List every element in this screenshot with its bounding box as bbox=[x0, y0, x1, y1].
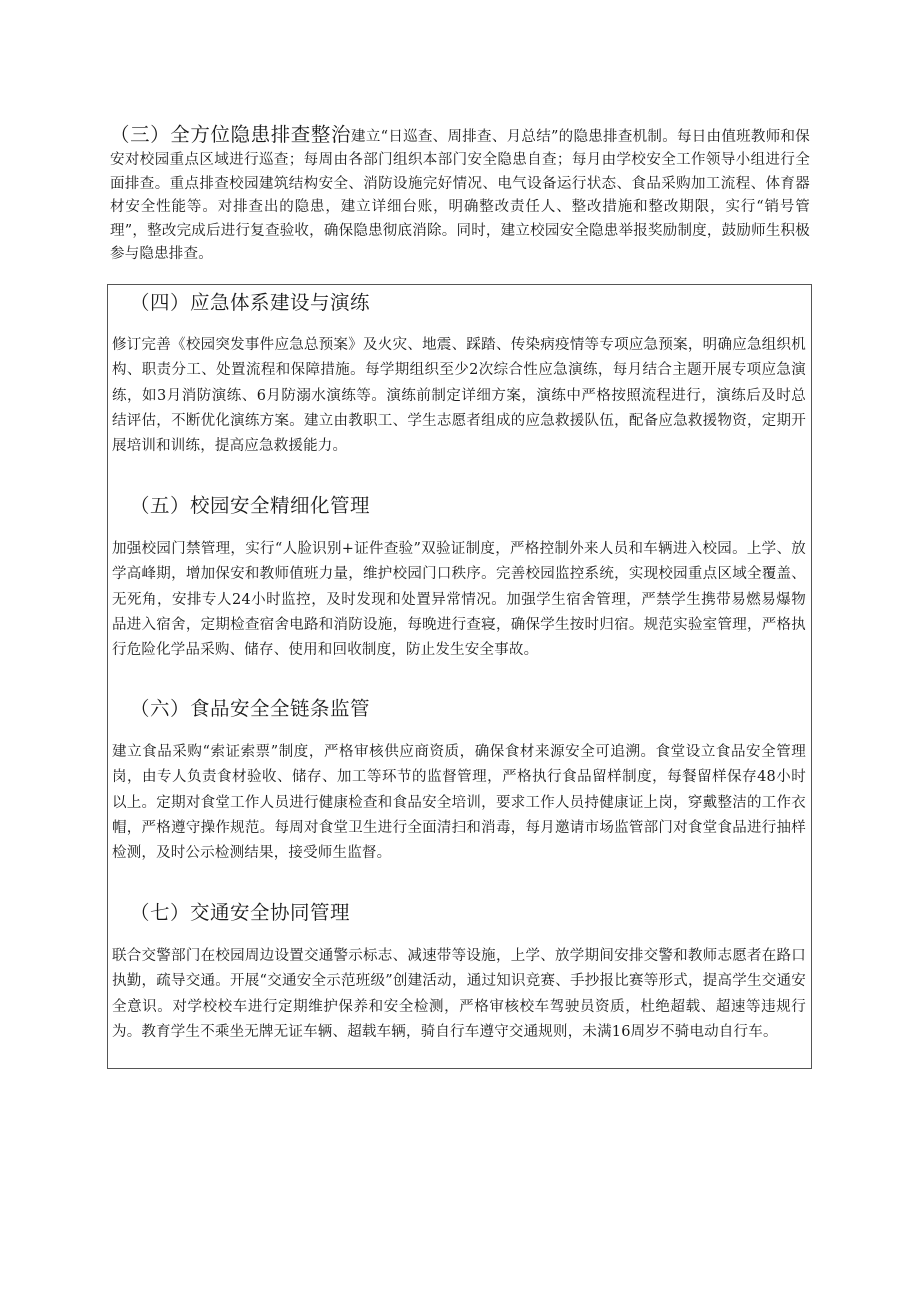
section-5-body: 加强校园门禁管理，实行“人脸识别+证件查验”双验证制度，严格控制外来人员和车辆进入校园。上学、放学高峰期，增加保安和教师值班力量，维护校园门口秩序。完善校园监控系统，实现校园重点区域全覆盖、无死角，安排专人24小时监控，及时发现和处置异常情况。加强学生宿舍管理，严禁学生携带易燃易爆物品进入宿舍，定期检查宿舍电路和消防设施，每晚进行查寝，确保学生按时归宿。规范实验室管理，严格执行危险化学品采购、储存、使用和回收制度，防止发生安全事故。 bbox=[112, 541, 806, 659]
section-5 bbox=[112, 492, 806, 663]
section-6 bbox=[112, 695, 806, 866]
section-7 bbox=[112, 899, 806, 1045]
section-7-body: 联合交警部门在校园周边设置交通警示标志、减速带等设施，上学、放学期间安排交警和教师志愿者在路口执勤，疏导交通。开展“交通安全示范班级”创建活动，通过知识竞赛、手抄报比赛等形式，提高学生交通安全意识。对学校校车进行定期维护保养和安全检测，严格审核校车驾驶员资质，杜绝超载、超速等违规行为。教育学生不乘坐无牌无证车辆、超载车辆，骑自行车遵守交通规则，未满16周岁不骑电动自行车。 bbox=[112, 948, 806, 1040]
section-4-body: 修订完善《校园突发事件应急总预案》及火灾、地震、踩踏、传染病疫情等专项应急预案，明确应急组织机构、职责分工、处置流程和保障措施。每学期组织至少2次综合性应急演练，每月结合主题开展专项应急演练，如3月消防演练、6月防溺水演练等。演练前制定详细方案，演练中严格按照流程进行，演练后及时总结评估，不断优化演练方案。建立由教职工、学生志愿者组成的应急救援队伍，配备应急救援物资，定期开展培训和训练，提高应急救援能力。 bbox=[112, 337, 806, 455]
section-3 bbox=[110, 123, 810, 266]
section-6-body: 建立食品采购“索证索票”制度，严格审核供应商资质，确保食材来源安全可追溯。食堂设立食品安全管理岗，由专人负责食材验收、储存、加工等环节的监督管理，严格执行食品留样制度，每餐留样保存48小时以上。定期对食堂工作人员进行健康检查和食品安全培训，要求工作人员持健康证上岗，穿戴整洁的工作衣帽，严格遵守操作规范。每周对食堂卫生进行全面清扫和消毒，每月邀请市场监管部门对食堂食品进行抽样检测，及时公示检测结果，接受师生监督。 bbox=[112, 744, 806, 862]
section-6-heading: （六）食品安全全链条监管 bbox=[130, 697, 371, 720]
section-4 bbox=[112, 289, 806, 459]
section-3-heading: （三）全方位隐患排查整治 bbox=[110, 123, 352, 146]
bordered-content-box bbox=[107, 284, 812, 1069]
section-4-heading: （四）应急体系建设与演练 bbox=[130, 291, 371, 314]
section-7-heading: （七）交通安全协同管理 bbox=[130, 901, 351, 924]
section-5-heading: （五）校园安全精细化管理 bbox=[130, 494, 371, 517]
section-3-paragraph bbox=[110, 123, 810, 266]
section-3-body: 建立“日巡查、周排查、月总结”的隐患排查机制。每日由值班教师和保安对校园重点区域进行巡查；每周由各部门组织本部门安全隐患自查；每月由学校安全工作领导小组进行全面排查。重点排查校园建筑结构安全、消防设施完好情况、电气设备运行状态、食品采购加工流程、体育器材安全性能等。对排查出的隐患，建立详细台账，明确整改责任人、整改措施和整改期限，实行“销号管理”，整改完成后进行复查验收，确保隐患彻底消除。同时，建立校园安全隐患举报奖励制度，鼓励师生积极参与隐患排查。 bbox=[110, 129, 810, 263]
